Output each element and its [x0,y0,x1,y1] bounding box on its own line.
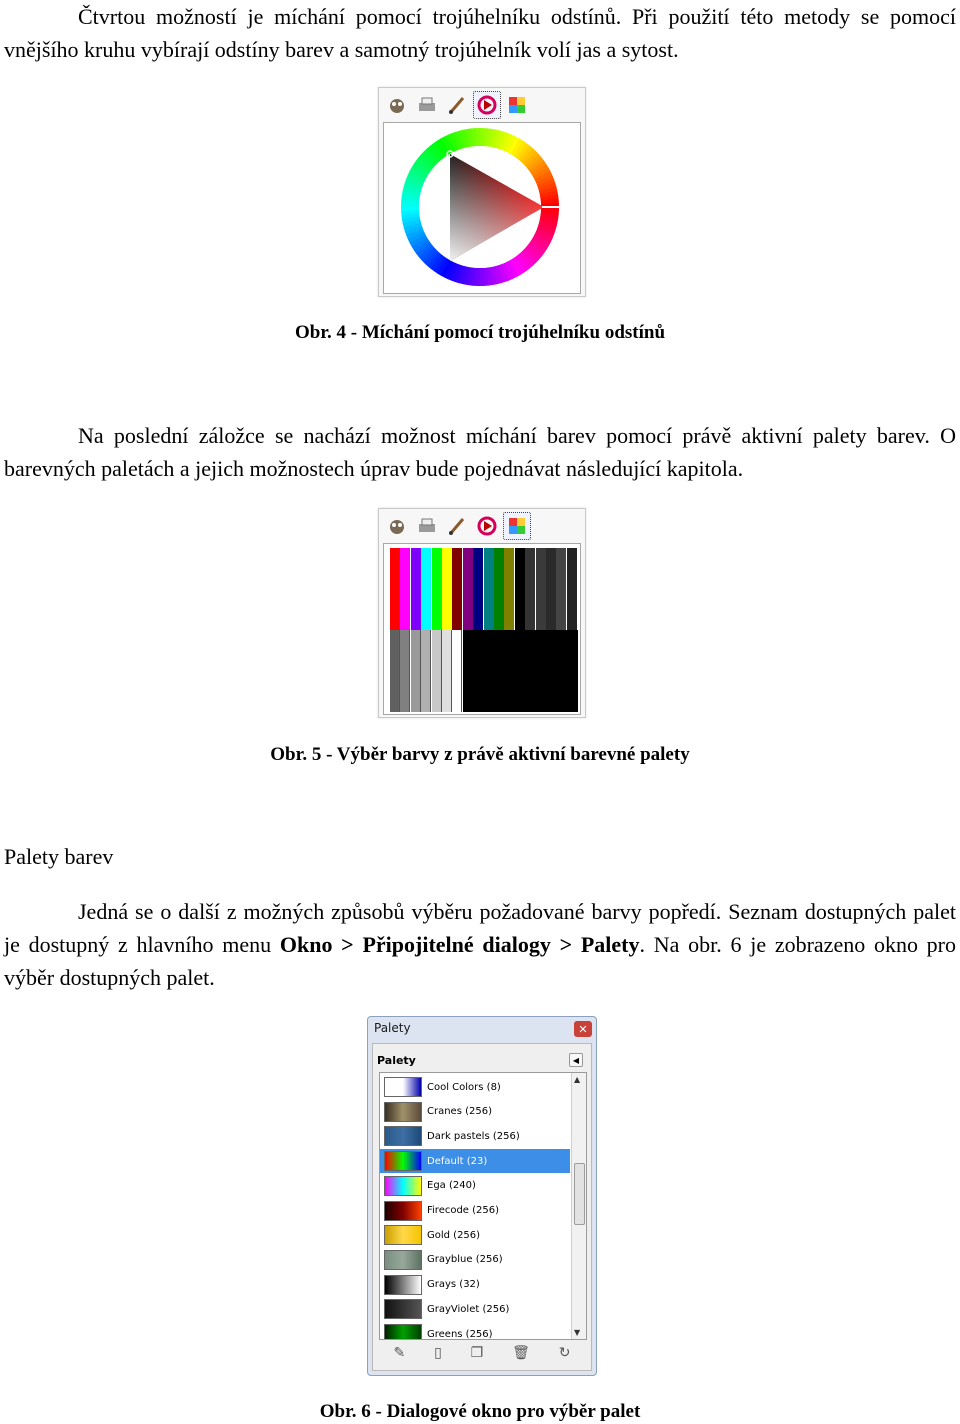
palette-swatch[interactable] [421,630,431,712]
palette-thumbnail [384,1176,422,1196]
palette-list-item[interactable] [380,1100,570,1124]
scroll-down-icon[interactable]: ▼ [574,1328,581,1337]
menu-path: Okno > Připojitelné dialogy > Palety [279,932,640,957]
palette-thumbnail [384,1324,422,1340]
paragraph-palette-tab [4,419,956,485]
palette-swatch-grid[interactable] [390,548,578,712]
palette-swatch[interactable] [432,630,442,712]
tab-gimp[interactable] [383,91,411,119]
palette-list-item[interactable] [380,1273,570,1297]
palette-thumbnail [384,1299,422,1319]
tab-palette[interactable] [503,91,531,119]
vertical-scrollbar[interactable] [571,1073,586,1339]
palette-list-item-label: Greens (256) [427,1328,493,1340]
palette-thumbnail [384,1201,422,1221]
palette-swatch[interactable] [390,548,400,630]
palette-swatch[interactable] [400,630,410,712]
palette-swatch[interactable] [473,548,483,630]
palette-swatch[interactable] [463,548,473,630]
palette-list-item-label: Grays (32) [427,1279,480,1291]
palette-list-item[interactable] [380,1124,570,1148]
dialog-title: Palety [374,1021,411,1035]
palette-thumbnail [384,1250,422,1270]
palette-thumbnail [384,1077,422,1097]
palette-empty-area [463,630,578,712]
edit-icon[interactable]: ✎ [393,1345,406,1361]
palette-list-item-label: Firecode (256) [427,1205,500,1216]
figure-5-palette-grid [378,508,586,718]
palette-swatch[interactable] [504,548,514,630]
palette-swatch[interactable] [484,548,494,630]
palette-thumbnail [384,1151,422,1171]
palette-list-item[interactable] [380,1174,570,1198]
tab-brush[interactable] [443,91,471,119]
palety-dialog-window [367,1016,597,1376]
palette-swatch[interactable] [442,548,452,630]
brush-icon [446,94,468,116]
palette-list-item[interactable] [380,1248,570,1272]
paragraph-palety-text-before: Jedná se o další z možných způsobů výběru požadované barvy popředí. Seznam dostupných palet je dostupný z hlavního menu [4,899,956,957]
color-wheel-icon [476,515,498,537]
tab-bar [383,512,531,542]
tab-menu-icon[interactable]: ◀ [569,1053,583,1067]
palette-swatch[interactable] [442,630,452,712]
brush-icon [446,515,468,537]
tab-printer[interactable] [413,512,441,540]
paragraph-intro-text: Čtvrtou možností je míchání pomocí trojúhelníku odstínů. Při použití této metody se pomocí vnějšího kruhu vybírají odstíny barev a samotný trojúhelník volí jas a sytost. [4,4,956,62]
section-heading-palety: Palety barev [4,844,114,869]
palette-swatch[interactable] [452,630,462,712]
palette-swatch[interactable] [432,548,442,630]
palette-list-item[interactable] [380,1149,570,1173]
palette-icon [506,515,528,537]
palette-thumbnail [384,1225,422,1245]
palette-list-item-label: Cranes (256) [427,1106,492,1118]
delete-icon[interactable]: 🗑 [512,1345,530,1361]
figure-4-color-triangle [378,87,586,297]
tab-bar [383,91,531,121]
palette-icon [506,94,528,116]
dialog-toolbar [379,1342,585,1364]
palette-list[interactable] [379,1072,587,1340]
palette-list-item-label: Grayblue (256) [427,1254,503,1266]
hue-ring-and-triangle[interactable] [384,123,580,293]
printer-icon [416,515,438,537]
refresh-icon[interactable]: ↻ [558,1345,571,1361]
palette-swatch-area[interactable] [383,543,581,715]
color-triangle-area[interactable] [383,122,581,294]
palette-thumbnail [384,1126,422,1146]
tab-palette[interactable] [503,512,531,540]
close-icon[interactable]: ✕ [574,1021,592,1037]
palette-swatch[interactable] [536,548,546,630]
scrollbar-thumb[interactable] [574,1163,585,1225]
palette-list-item[interactable] [380,1297,570,1321]
palette-list-item[interactable] [380,1223,570,1247]
palette-swatch[interactable] [515,548,525,630]
palette-swatch[interactable] [411,548,421,630]
palette-list-item-label: Cool Colors (8) [427,1081,501,1093]
palette-swatch[interactable] [411,630,421,712]
printer-icon [416,94,438,116]
duplicate-icon[interactable]: ❐ [470,1345,484,1361]
palette-swatch[interactable] [452,548,462,630]
paragraph-palette-tab-text: Na poslední záložce se nachází možnost míchání barev pomocí právě aktivní palety barev. O barevných paletách a jejich možnostech úprav bude pojednávat následující kapitola. [4,423,956,481]
tab-printer[interactable] [413,91,441,119]
palette-swatch[interactable] [556,548,566,630]
palette-thumbnail [384,1102,422,1122]
palette-swatch[interactable] [525,548,535,630]
palette-list-item[interactable] [380,1075,570,1099]
color-wheel-icon [476,94,498,116]
palette-list-item-label: Ega (240) [427,1180,476,1192]
palette-thumbnail [384,1275,422,1295]
caption-figure-6: Obr. 6 - Dialogové okno pro výběr palet [319,1401,641,1422]
scroll-up-icon[interactable]: ▲ [574,1075,581,1084]
caption-figure-5: Obr. 5 - Výběr barvy z právě aktivní barevné palety [270,744,690,765]
dialog-body [372,1043,592,1371]
palette-swatch[interactable] [400,548,410,630]
new-icon[interactable]: ▯ [434,1345,442,1361]
palette-swatch[interactable] [494,548,504,630]
palette-list-item[interactable] [380,1322,570,1340]
paragraph-palety [4,895,956,994]
tab-gimp[interactable] [383,512,411,540]
palette-list-item-label: Default (23) [427,1155,488,1167]
tab-color-wheel[interactable] [473,512,501,540]
tab-color-wheel[interactable] [473,91,501,119]
palette-list-item-label: Dark pastels (256) [427,1130,520,1142]
palette-swatch[interactable] [421,548,431,630]
palette-swatch[interactable] [390,630,400,712]
palette-list-item-label: Gold (256) [427,1229,481,1241]
paragraph-intro [4,0,956,66]
tab-brush[interactable] [443,512,471,540]
palette-list-item[interactable] [380,1199,570,1223]
gimp-icon [386,515,408,537]
palette-list-item-label: GrayViolet (256) [427,1303,510,1315]
paragraph-palety-text-after: . Na obr. 6 je zobrazeno okno pro výběr dostupných palet. [4,932,956,990]
gimp-icon [386,94,408,116]
caption-figure-4: Obr. 4 - Míchání pomocí trojúhelníku odstínů [294,322,666,343]
palette-swatch[interactable] [567,548,577,630]
palette-swatch[interactable] [546,548,556,630]
dialog-header: Palety [377,1054,416,1067]
